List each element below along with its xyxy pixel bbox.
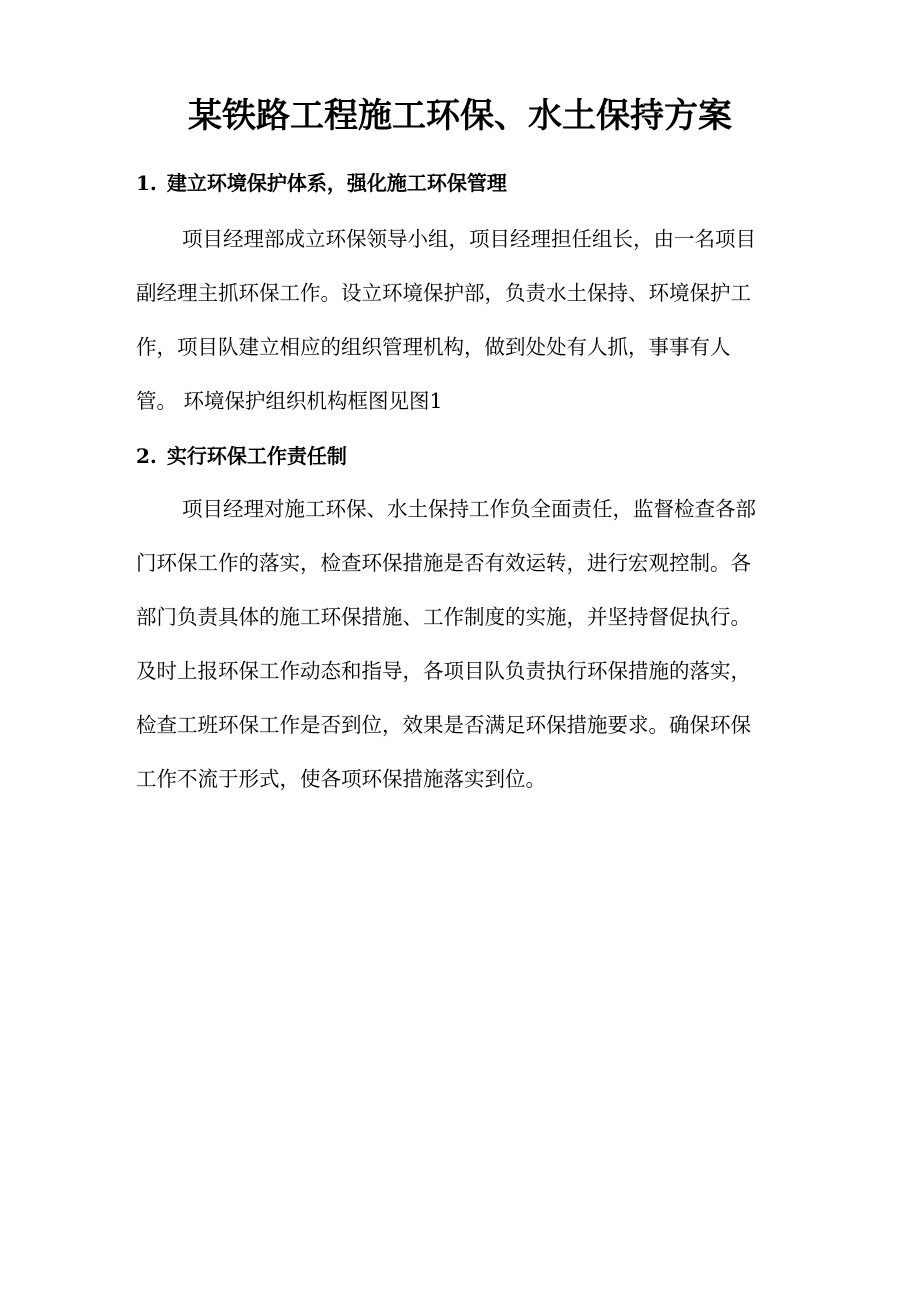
section-2-heading-text: 实行环保工作责任制 [166, 444, 347, 468]
section-2-number: 2. [136, 444, 157, 468]
section-1-heading [136, 168, 796, 198]
paragraph-line: 及时上报环保工作动态和指导，各项目队负责执行环保措施的落实， [136, 659, 751, 683]
paragraph-line: 检查工班环保工作是否到位，效果是否满足环保措施要求。确保环保 [136, 713, 751, 737]
paragraph-line: 门环保工作的落实，检查环保措施是否有效运转，进行宏观控制。各 [136, 551, 751, 575]
section-2-paragraph [136, 482, 791, 806]
paragraph-line: 部门负责具体的施工环保措施、工作制度的实施，并坚持督促执行。 [136, 605, 751, 629]
paragraph-line: 副经理主抓环保工作。设立环境保护部，负责水土保持、环境保护工 [136, 281, 751, 305]
paragraph-line: 作，项目队建立相应的组织管理机构，做到处处有人抓，事事有人 [136, 335, 731, 359]
section-1-number: 1. [136, 171, 157, 195]
document-title: 某铁路工程施工环保、水土保持方案 [188, 96, 732, 136]
section-2-heading [136, 441, 796, 471]
paragraph-line: 管。 环境保护组织机构框图见图1 [136, 389, 443, 413]
paragraph-line: 工作不流于形式，使各项环保措施落实到位。 [136, 767, 546, 791]
paragraph-line: 项目经理对施工环保、水土保持工作负全面责任，监督检查各部 [182, 497, 756, 521]
section-1-paragraph [136, 212, 791, 428]
section-1-heading-text: 建立环境保护体系，强化施工环保管理 [166, 171, 507, 195]
paragraph-line: 项目经理部成立环保领导小组，项目经理担任组长，由一名项目 [182, 227, 756, 251]
